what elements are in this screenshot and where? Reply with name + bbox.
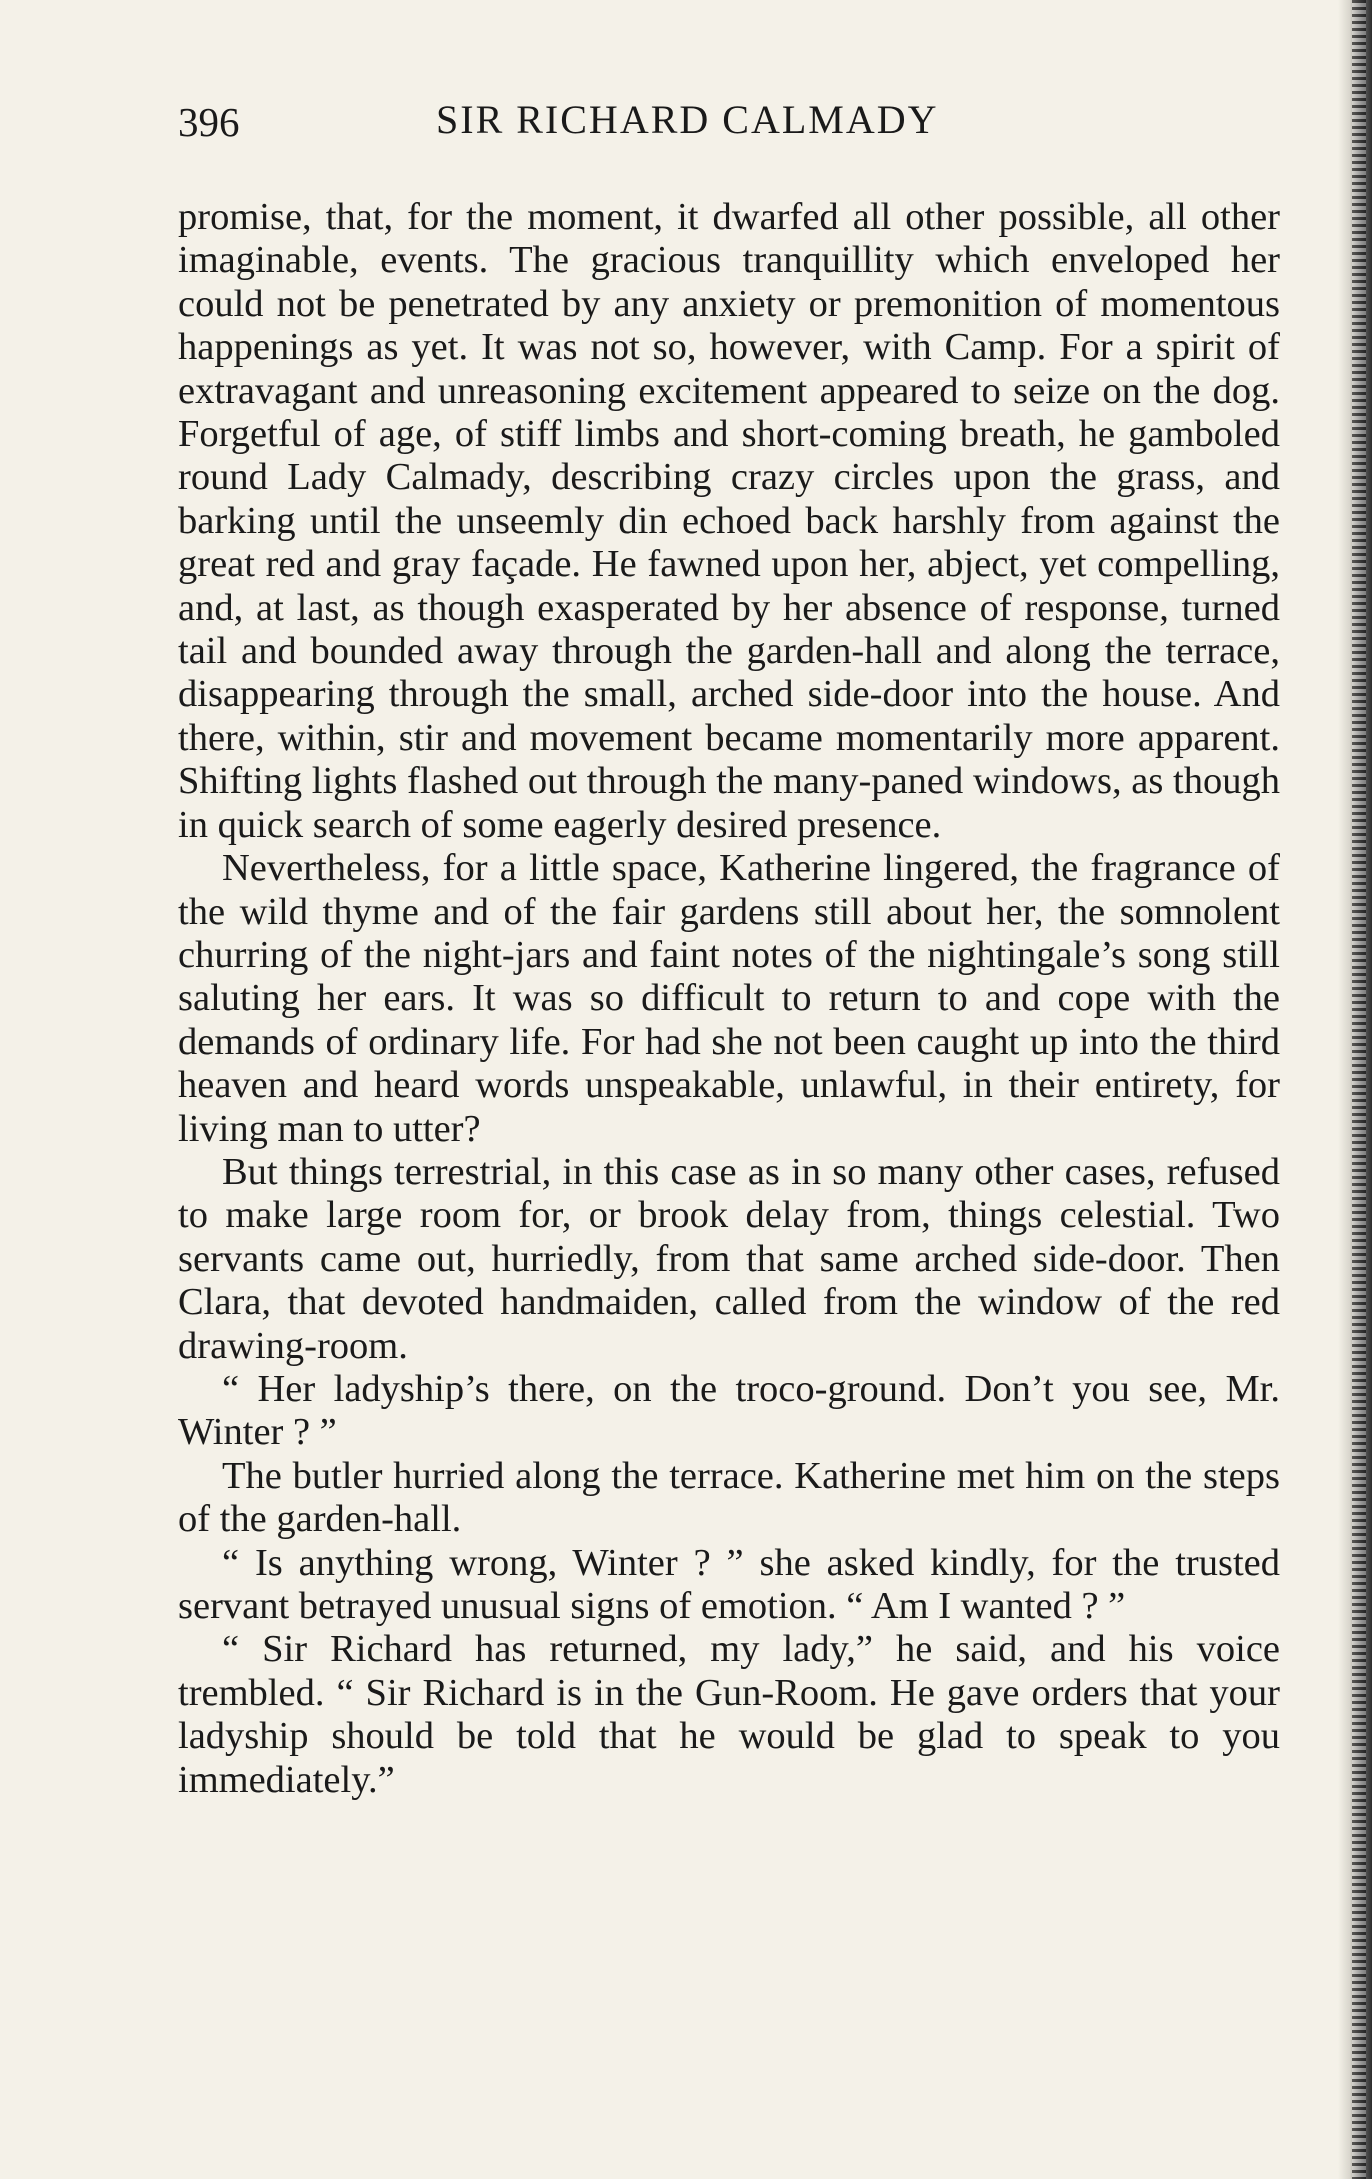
paragraph: But things terrestrial, in this case as in so many other cases, refused to make large room for, or brook delay from, things celestial. Two servants came out, hurriedly, from that same arched side-door. Then Clara, that devoted handmaiden, called from the window of the red drawing-room. <box>178 1150 1280 1367</box>
page-number: 396 <box>178 99 240 145</box>
page-edge-texture <box>1352 0 1366 2179</box>
body-text <box>178 196 1280 1802</box>
paragraph: promise, that, for the moment, it dwarfed all other possible, all other imaginable, events. The gracious tranquillity which enveloped her could not be penetrated by any anxiety or premonition of momentous happenings as yet. It was not so, however, with Camp. For a spirit of extravagant and unreasoning excitement appeared to seize on the dog. Forgetful of age, of stiff limbs and short-coming breath, he gamboled round Lady Calmady, describing crazy circles upon the grass, and barking until the unseemly din echoed back harshly from against the great red and gray façade. He fawned upon her, abject, yet compelling, and, at last, as though exasperated by her absence of response, turned tail and bounded away through the garden-hall and along the terrace, disappearing through the small, arched side-door into the house. And there, within, stir and movement became momentarily more apparent. Shifting lights flashed out through the many-paned windows, as though in quick search of some eagerly desired presence. <box>178 196 1280 846</box>
paragraph: Nevertheless, for a little space, Katherine lingered, the fragrance of the wild thyme and of the fair gardens still about her, the somnolent churring of the night-jars and faint notes of the nightingale’s song still saluting her ears. It was so difficult to return to and cope with the demands of ordinary life. For had she not been caught up into the third heaven and heard words unspeakable, unlawful, in their entirety, for living man to utter? <box>178 847 1280 1150</box>
paragraph: “ Her ladyship’s there, on the troco-ground. Don’t you see, Mr. Winter ? ” <box>178 1367 1280 1454</box>
paragraph: The butler hurried along the terrace. Katherine met him on the steps of the garden-hall. <box>178 1454 1280 1541</box>
paragraph: “ Is anything wrong, Winter ? ” she asked kindly, for the trusted servant betrayed unusual signs of emotion. “ Am I wanted ? ” <box>178 1541 1280 1627</box>
running-head: SIR RICHARD CALMADY <box>436 97 939 142</box>
book-page <box>178 94 1280 1802</box>
paragraph: “ Sir Richard has returned, my lady,” he said, and his voice trembled. “ Sir Richard is in the Gun-Room. He gave orders that your ladyship should be told that he would be glad to speak to you immediately.” <box>178 1628 1280 1801</box>
page-header <box>178 94 1280 150</box>
